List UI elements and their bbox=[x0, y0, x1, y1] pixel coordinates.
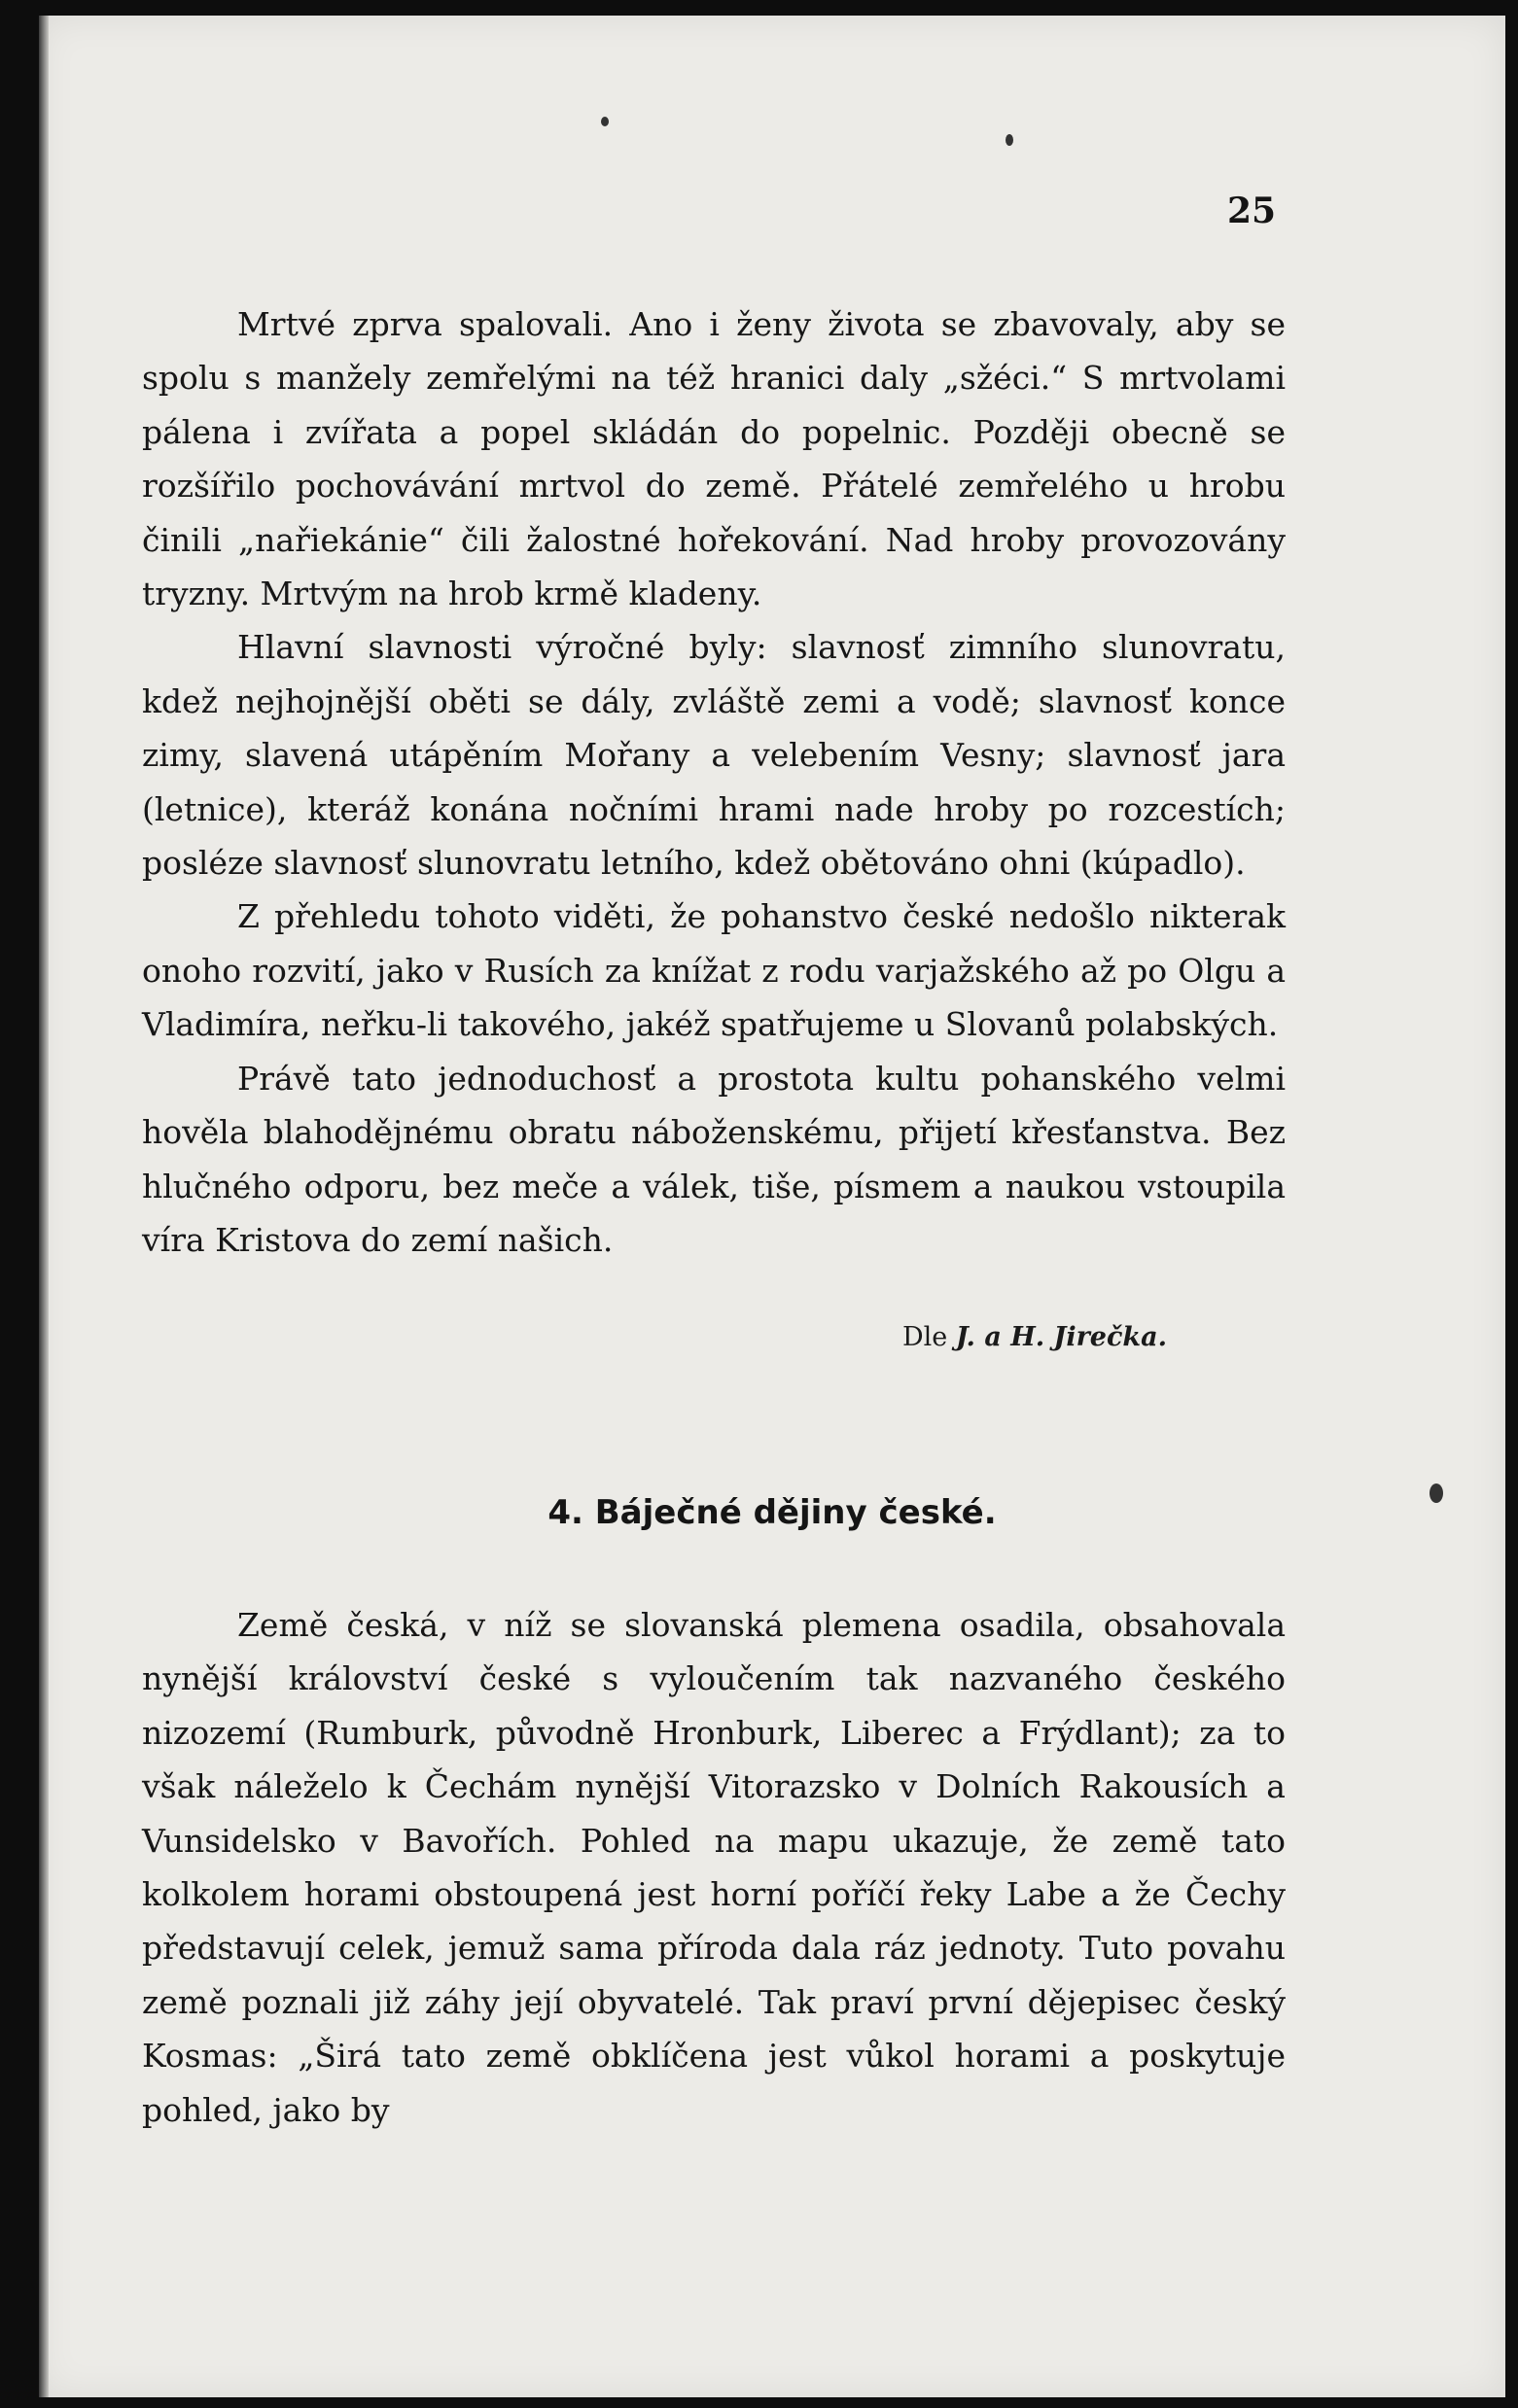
section-1-text bbox=[142, 297, 1286, 1267]
paragraph: Země česká, v níž se slovanská plemena osadila, obsahovala nynější království české s vyloučením tak nazvaného českého nizozemí (Rumburk, původně Hronburk, Liberec a Frýdlant); za to však náleželo k Čechám nynější Vitorazsko v Dolních Rakousích a Vunsidelsko v Bavořích. Pohled na mapu ukazuje, že země tato kolkolem horami obstoupená jest horní poříčí řeky Labe a že Čechy představují celek, jemuž sama příroda dala ráz jednoty. Tuto povahu země poznali již záhy její obyvatelé. Tak praví první dějepisec český Kosmas: „Širá tato země obklíčena jest vůkol horami a poskytuje pohled, jako by bbox=[142, 1606, 1286, 2129]
paragraph: Z přehledu tohoto viděti, že pohanstvo české nedošlo nikterak onoho rozvití, jako v Rusích za knížat z rodu varjažského až po Olgu a Vladimíra, neřku-li takového, jakéž spatřujeme u Slovanů polabských. bbox=[142, 897, 1286, 1044]
paragraph: Hlavní slavnosti výročné byly: slavnosť zimního slunovratu, kdež nejhojnější oběti se dály, zvláště zemi a vodě; slavnosť konce zimy, slavená utápěním Mořany a velebením Vesny; slavnosť jara (letnice), kteráž konána nočními hrami nade hroby po rozcestích; posléze slavnosť slunovratu letního, kdež obětováno ohni (kúpadlo). bbox=[142, 628, 1286, 883]
section-2-text bbox=[142, 1598, 1286, 2137]
ink-speck bbox=[601, 117, 609, 126]
page-number: 25 bbox=[1227, 191, 1277, 231]
ink-speck bbox=[1006, 134, 1013, 146]
attribution-prefix: Dle bbox=[902, 1322, 948, 1352]
paragraph: Mrtvé zprva spalovali. Ano i ženy života se zbavovaly, aby se spolu s manžely zemřelými na též hranici daly „sžéci.“ S mrtvolami pálena i zvířata a popel skládán do popelnic. Později obecně se rozšířilo pochovávání mrtvol do země. Přátelé zemřelého u hrobu činili „nařiekánie“ čili žalostné hořekování. Nad hroby provozovány tryzny. Mrtvým na hrob krmě kladeny. bbox=[142, 305, 1286, 613]
attribution-authors: J. a H. Jirečka. bbox=[955, 1322, 1168, 1352]
section-heading: 4. Báječné dějiny české. bbox=[547, 1493, 997, 1532]
attribution bbox=[902, 1322, 1167, 1352]
scanned-page bbox=[39, 16, 1505, 2397]
scan-edge-shadow bbox=[39, 16, 49, 2397]
paragraph: Právě tato jednoduchosť a prostota kultu pohanského velmi hověla blahodějnému obratu náboženskému, přijetí křesťanstva. Bez hlučného odporu, bez meče a válek, tiše, písmem a naukou vstoupila víra Kristova do zemí našich. bbox=[142, 1059, 1286, 1259]
